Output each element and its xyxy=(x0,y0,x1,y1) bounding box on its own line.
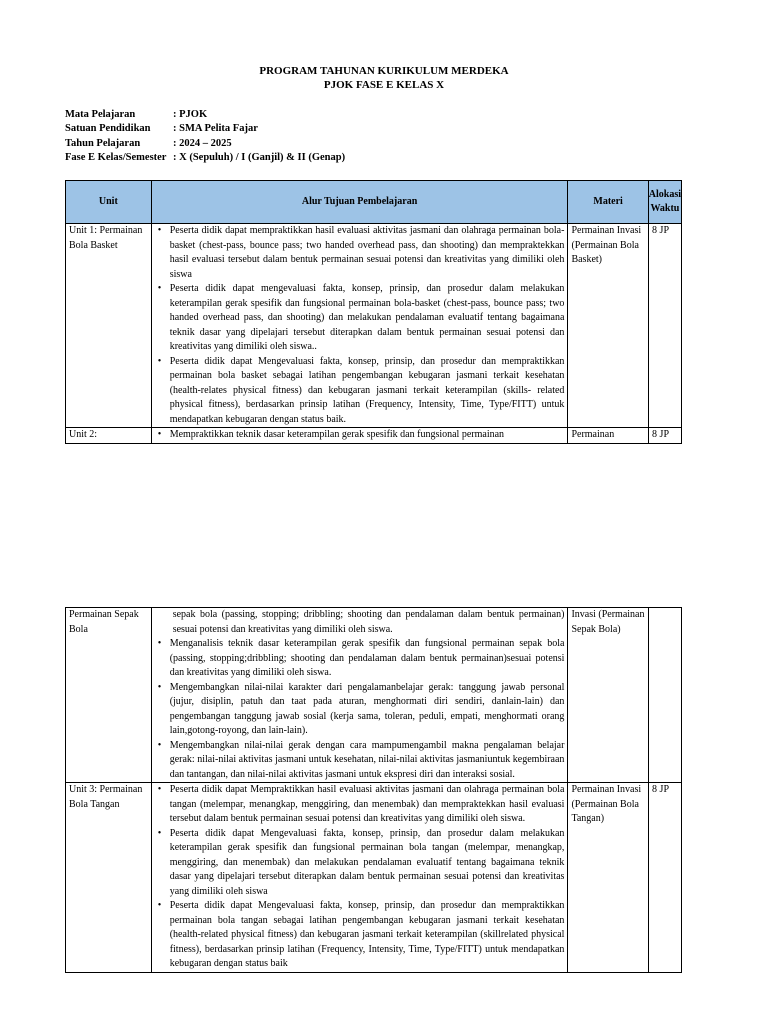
table-row xyxy=(66,224,682,428)
tujuan-cell xyxy=(151,783,568,973)
header-tujuan: Alur Tujuan Pembelajaran xyxy=(151,181,568,224)
tujuan-continuation: sepak bola (passing, stopping; dribbling; shooting dan pendalaman dalam bentuk permainan) sesuai potensi dan kreativitas yang dimiliki oleh siswa. xyxy=(172,609,565,635)
tujuan-item: • Peserta didik dapat Mengevaluasi fakta, konsep, prinsip, dan prosedur dan mempraktikkan permainan bola tangan sebagai latihan pengembangan kebugaran jasmani terkait kesehatan (health-related physical fitness) dan kebugaran jasmani terkait keterampilan (skillrelated physical fitness), berdasarkan prinsip latihan (Frequency, Intensity, Time, Type/FITT) untuk mendapatkan kebugaran dengan status baik xyxy=(155,899,565,972)
materi-cell: Permainan Invasi (Permainan Bola Tangan) xyxy=(568,783,648,973)
tujuan-item: • Peserta didik dapat Mempraktikkan hasil evaluasi aktivitas jasmani dan olahraga permainan bola tangan (melempar, menangkap, menggiring, dan menembak) dan mempraktekkan hasil evaluasi tersebut dalam bentuk permainan sesuai potensi dan kreativitas yang dimiliki oleh siswa. xyxy=(155,783,565,827)
unit-cell: Permainan Sepak Bola xyxy=(66,608,152,783)
materi-cell: Invasi (Permainan Sepak Bola) xyxy=(568,608,648,783)
waktu-cell: 8 JP xyxy=(648,428,681,444)
tujuan-item: • Mengembangkan nilai-nilai karakter dari pengalamanbelajar gerak: tanggung jawab personal (jujur, disiplin, patuh dan taat pada aturan, menghormati diri sendiri, danlain-lain) dan pengembangan tanggung jawab sosial (kerja sama, toleran, peduli, empati, menghormati orang lain,gotong-royong, dan lain-lain). xyxy=(155,681,565,739)
meta-label: Fase E Kelas/Semester xyxy=(65,151,167,163)
waktu-cell xyxy=(648,608,681,783)
tujuan-item: • Peserta didik dapat Mengevaluasi fakta, konsep, prinsip, dan prosedur dan mempraktikkan permainan bola basket sebagai latihan pengembangan kebugaran jasmani terkait kesehatan (health-relates physical fitness) dan kebugaran jasmani terkait keterampilan (skills- related physical fitness), berdasarkan prinsip latihan (Frequency, Intensity, Time, Type/FITT) untuk mendapatkan kebugaran dengan status baik. xyxy=(155,355,565,428)
table-row xyxy=(66,608,682,783)
header-waktu: Alokasi Waktu xyxy=(648,181,681,224)
table-header-row xyxy=(66,181,682,224)
unit-cell: Unit 2: xyxy=(66,428,152,444)
meta-row-satuan xyxy=(65,122,345,136)
meta-row-tahun xyxy=(65,137,345,151)
tujuan-cell xyxy=(151,608,568,783)
tujuan-item: • Peserta didik dapat Mengevaluasi fakta, konsep, prinsip, dan prosedur dalam melakukan keterampilan gerak spesifik dan fungsional permainan bola tangan (melempar, menangkap, menggiring, dan menembak) dan melakukan pendalaman evaluatif tentang bagaimana teknik dasar yang dipelajari tersebut diterapkan dalam bentuk permainan sesuai potensi dan kreativitas yang dimiliki oleh siswa xyxy=(155,827,565,900)
header-materi: Materi xyxy=(568,181,648,224)
meta-label: Mata Pelajaran xyxy=(65,109,136,120)
meta-row-mapel xyxy=(65,108,345,122)
meta-value: : X (Sepuluh) / I (Ganjil) & II (Genap) xyxy=(173,151,346,163)
document-subtitle: PJOK FASE E KELAS X xyxy=(323,79,445,91)
document-meta xyxy=(65,108,345,165)
tujuan-item: • Mengembangkan nilai-nilai gerak dengan cara mampumengambil makna pengalaman belajar gerak: nilai-nilai aktivitas jasmani untuk kesehatan, nilai-nilai aktivitas jasmaniuntuk kegembiraan dan tantangan, dan nilai-nilai aktivitas jasmani untuk ekspresi diri dan interaksi sosial. xyxy=(155,739,565,783)
meta-value: : PJOK xyxy=(173,109,208,120)
waktu-cell: 8 JP xyxy=(648,783,681,973)
tujuan-cell xyxy=(151,428,568,444)
unit-cell: Unit 1: Permainan Bola Basket xyxy=(66,224,152,428)
materi-cell: Permainan Invasi (Permainan Bola Basket) xyxy=(568,224,648,428)
tujuan-item: • Peserta didik dapat mempraktikkan hasil evaluasi aktivitas jasmani dan olahraga permainan bola-basket (chest-pass, bounce pass; two handed overhead pass, dan shooting) dan mempraktekkan hasil evaluasi tersebut dalam bentuk permainan sesuai potensi dan kreativitas yang dimiliki oleh siswa xyxy=(155,224,565,282)
materi-cell: Permainan xyxy=(568,428,648,444)
meta-label: Satuan Pendidikan xyxy=(65,123,151,135)
meta-value: : SMA Pelita Fajar xyxy=(173,123,258,135)
tujuan-item: • Menganalisis teknik dasar keterampilan gerak spesifik dan fungsional permainan sepak bola (passing, stopping;dribbling; shooting dan pendalaman dalam bentuk permainan)sesuai potensi dan kreativitas yang dimiliki oleh siswa. xyxy=(155,637,565,681)
program-table-page1 xyxy=(65,180,682,444)
meta-row-fase xyxy=(65,151,345,165)
tujuan-item: • Peserta didik dapat mengevaluasi fakta, konsep, prinsip, dan prosedur dalam melakukan keterampilan gerak spesifik dan fungsional permainan bola-basket (chest-pass, bounce pass; two handed overhead pass, dan shooting) dan melakukan pendalaman evaluatif tentang bagaimana teknik dasar yang dipelajari tersebut diterapkan dalam bentuk permainan sesuai potensi dan kreativitas yang dimiliki oleh siswa.. xyxy=(155,282,565,355)
meta-value: : 2024 – 2025 xyxy=(173,137,232,149)
program-table-page2 xyxy=(65,607,682,973)
table-row xyxy=(66,783,682,973)
waktu-cell: 8 JP xyxy=(648,224,681,428)
unit-cell: Unit 3: Permainan Bola Tangan xyxy=(66,783,152,973)
document-title: PROGRAM TAHUNAN KURIKULUM MERDEKA xyxy=(259,65,509,77)
tujuan-item: • Mempraktikkan teknik dasar keterampilan gerak spesifik dan fungsional permainan xyxy=(155,428,565,443)
tujuan-cell xyxy=(151,224,568,428)
meta-label: Tahun Pelajaran xyxy=(65,137,141,149)
header-unit: Unit xyxy=(66,181,152,224)
table-row xyxy=(66,428,682,444)
